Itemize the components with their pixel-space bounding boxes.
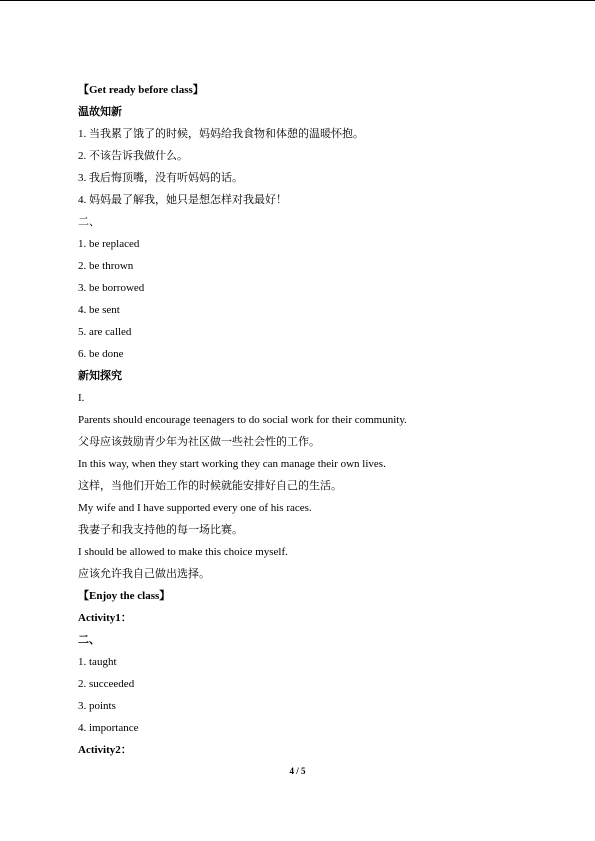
- sentence-english: Parents should encourage teenagers to do social work for their community.: [78, 414, 407, 426]
- sentence-chinese: 我妻子和我支持他的每一场比赛。: [78, 524, 243, 536]
- sentence-chinese: 父母应该鼓励青少年为社区做一些社会性的工作。: [78, 436, 320, 448]
- activity1-label: Activity1：: [78, 612, 132, 624]
- document-body: [78, 79, 518, 761]
- explore-heading: 新知探究: [78, 370, 122, 382]
- sentence-chinese: 应该允许我自己做出选择。: [78, 568, 210, 580]
- section-heading-enjoy: 【Enjoy the class】: [78, 590, 171, 602]
- activity1-part-label: 二、: [78, 634, 100, 646]
- page-number: 4 / 5: [289, 766, 306, 776]
- sentence-chinese: 这样，当他们开始工作的时候就能安排好自己的生活。: [78, 480, 342, 492]
- part-two-label: 二、: [78, 216, 100, 228]
- answer-item: 1. be replaced: [78, 238, 140, 250]
- sentence-english: My wife and I have supported every one of his races.: [78, 502, 312, 514]
- review-item: 2. 不该告诉我做什么。: [78, 150, 188, 162]
- sentence-english: In this way, when they start working they can manage their own lives.: [78, 458, 386, 470]
- answer-item: 4. be sent: [78, 304, 120, 316]
- activity2-label: Activity2：: [78, 744, 132, 756]
- part-one-label: I.: [78, 392, 85, 404]
- activity1-item: 1. taught: [78, 656, 117, 668]
- activity1-item: 4. importance: [78, 722, 139, 734]
- answer-item: 2. be thrown: [78, 260, 134, 272]
- answer-item: 5. are called: [78, 326, 132, 338]
- answer-item: 3. be borrowed: [78, 282, 145, 294]
- activity1-item: 3. points: [78, 700, 116, 712]
- activity1-item: 2. succeeded: [78, 678, 135, 690]
- review-item: 4. 妈妈最了解我，她只是想怎样对我最好！: [78, 194, 287, 206]
- answer-item: 6. be done: [78, 348, 124, 360]
- review-item: 3. 我后悔顶嘴，没有听妈妈的话。: [78, 172, 243, 184]
- sentence-english: I should be allowed to make this choice myself.: [78, 546, 288, 558]
- header-rule: [0, 0, 595, 1]
- review-item: 1. 当我累了饿了的时候，妈妈给我食物和体憩的温暖怀抱。: [78, 128, 364, 140]
- review-heading: 温故知新: [78, 106, 122, 118]
- section-heading-get-ready: 【Get ready before class】: [78, 84, 204, 96]
